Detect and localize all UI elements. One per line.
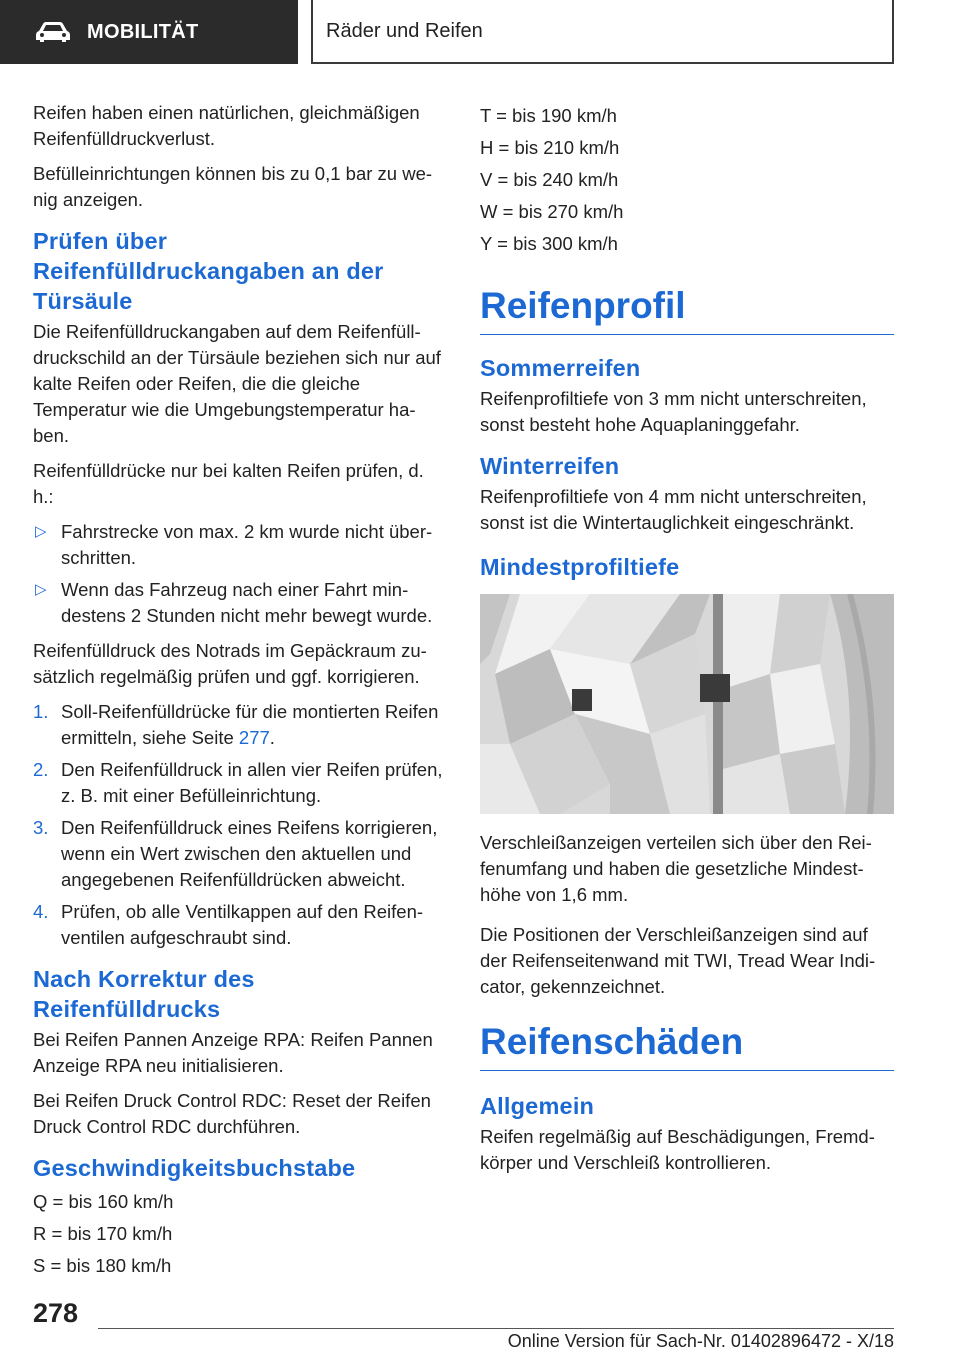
- chapter-heading-reifenprofil: Reifenprofil: [480, 282, 894, 335]
- speed-rating-w: W = bis 270 km/h: [480, 201, 624, 222]
- heading-allgemein: Allgemein: [480, 1093, 595, 1119]
- heading-korrektur: Nach Korrektur des Reifenfülldrucks: [33, 966, 255, 1022]
- step-number: 2.: [33, 759, 49, 780]
- triangle-bullet-icon: ▷: [35, 523, 47, 540]
- paragraph-winterreifen: Reifenprofiltiefe von 4 mm nicht unterschreiten, sonst ist die Wintertauglichkeit eingeschränkt.: [480, 486, 867, 533]
- speed-rating-t: T = bis 190 km/h: [480, 105, 617, 126]
- step-text: Soll-Reifenfülldrücke für die montierten Reifen ermitteln, siehe Seite: [61, 701, 439, 748]
- section-title: MOBILITÄT: [87, 20, 199, 43]
- speed-rating-q: Q = bis 160 km/h: [33, 1191, 174, 1212]
- paragraph-verschleissanzeigen: Verschleißanzeigen verteilen sich über den Reifenumfang und haben die gesetzliche Mindesthöhe von 1,6 mm.: [480, 832, 872, 905]
- step-text-tail: .: [269, 727, 275, 748]
- step-text: Den Reifenfülldruck in allen vier Reifen prüfen, z. B. mit einer Befülleinrichtung.: [61, 759, 443, 806]
- triangle-bullet-icon: ▷: [35, 581, 47, 598]
- step-number: 4.: [33, 901, 49, 922]
- step-text: Prüfen, ob alle Ventilkappen auf den Reifenventilen aufgeschraubt sind.: [61, 901, 424, 948]
- paragraph-notrad: Reifenfülldruck des Notrads im Gepäckraum zusätzlich regelmäßig prüfen und ggf. korrigieren.: [33, 640, 427, 687]
- footer-divider: [98, 1328, 894, 1329]
- list-item: [33, 519, 445, 571]
- speed-rating-y: Y = bis 300 km/h: [480, 233, 618, 254]
- paragraph-rdc: Bei Reifen Druck Control RDC: Reset der Reifen Druck Control RDC durchführen.: [33, 1090, 431, 1137]
- step-text: Den Reifenfülldruck eines Reifens korrigieren, wenn ein Wert zwischen den aktuellen und angegebenen Reifenfülldrücken abweicht.: [61, 817, 438, 890]
- step-item: [33, 899, 445, 951]
- section-tab: [0, 0, 298, 64]
- step-item: [33, 699, 445, 751]
- left-column: [33, 100, 445, 1282]
- tire-tread-image: [480, 594, 894, 814]
- step-item: [33, 815, 445, 893]
- heading-sommerreifen: Sommerreifen: [480, 355, 641, 381]
- speed-rating-v: V = bis 240 km/h: [480, 169, 619, 190]
- paragraph-rpa: Bei Reifen Pannen Anzeige RPA: Reifen Pannen Anzeige RPA neu initialisieren.: [33, 1029, 433, 1076]
- list-item-text: Fahrstrecke von max. 2 km wurde nicht überschritten.: [61, 521, 433, 568]
- step-number: 1.: [33, 701, 49, 722]
- list-item: [33, 577, 445, 629]
- car-icon: [35, 21, 71, 43]
- footer-online-version: Online Version für Sach-Nr. 01402896472 - X/18: [507, 1331, 894, 1351]
- heading-mindestprofiltiefe: Mindestprofiltiefe: [480, 554, 680, 580]
- paragraph-twi: Die Positionen der Verschleißanzeigen sind auf der Reifenseitenwand mit TWI, Tread Wear Indicator, gekennzeichnet.: [480, 924, 876, 997]
- step-number: 3.: [33, 817, 49, 838]
- heading-winterreifen: Winterreifen: [480, 453, 620, 479]
- step-item: [33, 757, 445, 809]
- paragraph-tuersaeule: Die Reifenfülldruckangaben auf dem Reifenfülldruckschild an der Türsäule beziehen sich nur auf kalte Reifen oder Reifen, die die gleiche Temperatur wie die Umgebungstemperatur haben.: [33, 321, 441, 446]
- paragraph-befuelleinrichtungen: Befülleinrichtungen können bis zu 0,1 bar zu wenig anzeigen.: [33, 163, 433, 210]
- bullet-list: [33, 519, 445, 629]
- paragraph-allgemein: Reifen regelmäßig auf Beschädigungen, Fremdkörper und Verschleiß kontrollieren.: [480, 1126, 875, 1173]
- list-item-text: Wenn das Fahrzeug nach einer Fahrt mindestens 2 Stunden nicht mehr bewegt wurde.: [61, 579, 433, 626]
- page-link-277[interactable]: 277: [238, 727, 270, 748]
- chapter-heading-reifenschaeden: Reifenschäden: [480, 1018, 894, 1071]
- chapter-title: Räder und Reifen: [326, 19, 483, 42]
- speed-rating-s: S = bis 180 km/h: [33, 1255, 172, 1276]
- right-column: [480, 100, 894, 1185]
- heading-geschwindigkeit: Geschwindigkeitsbuchstabe: [33, 1155, 356, 1181]
- chapter-tab: [311, 0, 894, 64]
- heading-tuersaeule: Prüfen über Reifenfülldruckangaben an der Türsäule: [33, 228, 384, 314]
- paragraph-kalte-reifen: Reifenfülldrücke nur bei kalten Reifen prüfen, d. h.:: [33, 460, 424, 507]
- paragraph-druckverlust: Reifen haben einen natürlichen, gleichmäßigen Reifenfülldruckverlust.: [33, 102, 420, 149]
- speed-rating-r: R = bis 170 km/h: [33, 1223, 173, 1244]
- numbered-steps: [33, 699, 445, 951]
- paragraph-sommerreifen: Reifenprofiltiefe von 3 mm nicht unterschreiten, sonst besteht hohe Aquaplaninggefahr.: [480, 388, 867, 435]
- speed-rating-h: H = bis 210 km/h: [480, 137, 620, 158]
- page-number: 278: [33, 1298, 79, 1328]
